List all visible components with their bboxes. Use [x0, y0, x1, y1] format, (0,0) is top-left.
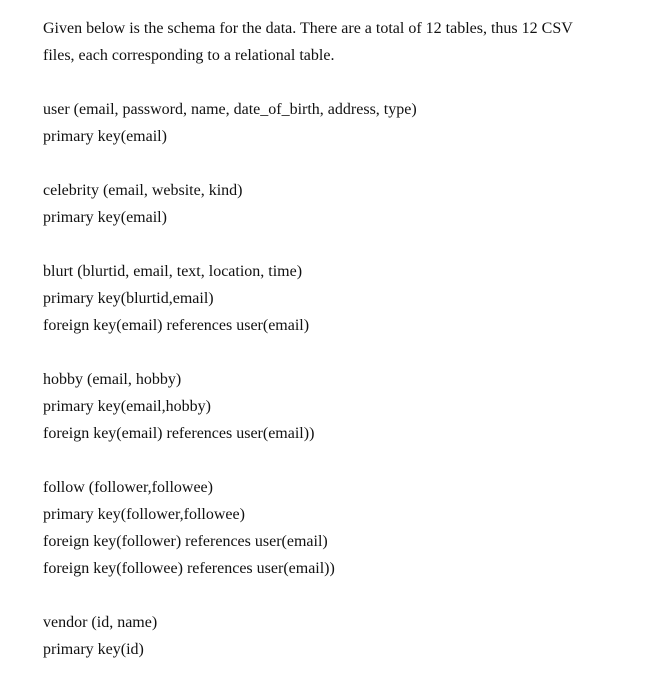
table-block-vendor — [43, 609, 653, 663]
primary-key-line: primary key(id) — [43, 641, 144, 658]
foreign-key-line: foreign key(followee) references user(email)) — [43, 560, 335, 577]
table-definition: user (email, password, name, date_of_birth, address, type) — [43, 101, 417, 118]
intro-paragraph — [43, 15, 653, 69]
primary-key-line: primary key(email) — [43, 209, 167, 226]
primary-key-line: primary key(email,hobby) — [43, 398, 211, 415]
foreign-key-line: foreign key(email) references user(email)) — [43, 425, 315, 442]
intro-line: files, each corresponding to a relational table. — [43, 47, 335, 64]
foreign-key-line: foreign key(email) references user(email) — [43, 317, 310, 334]
primary-key-line: primary key(follower,followee) — [43, 506, 245, 523]
foreign-key-line: foreign key(follower) references user(email) — [43, 533, 328, 550]
table-definition: follow (follower,followee) — [43, 479, 213, 496]
table-block-celebrity — [43, 177, 653, 231]
table-definition: celebrity (email, website, kind) — [43, 182, 243, 199]
table-block-follow — [43, 474, 653, 582]
table-block-blurt — [43, 258, 653, 339]
schema-document — [43, 15, 653, 690]
primary-key-line: primary key(email) — [43, 128, 167, 145]
primary-key-line: primary key(blurtid,email) — [43, 290, 214, 307]
table-definition: blurt (blurtid, email, text, location, time) — [43, 263, 303, 280]
table-block-hobby — [43, 366, 653, 447]
table-definition: vendor (id, name) — [43, 614, 158, 631]
intro-line: Given below is the schema for the data. There are a total of 12 tables, thus 12 CSV — [43, 20, 573, 37]
table-block-user — [43, 96, 653, 150]
table-definition: hobby (email, hobby) — [43, 371, 182, 388]
